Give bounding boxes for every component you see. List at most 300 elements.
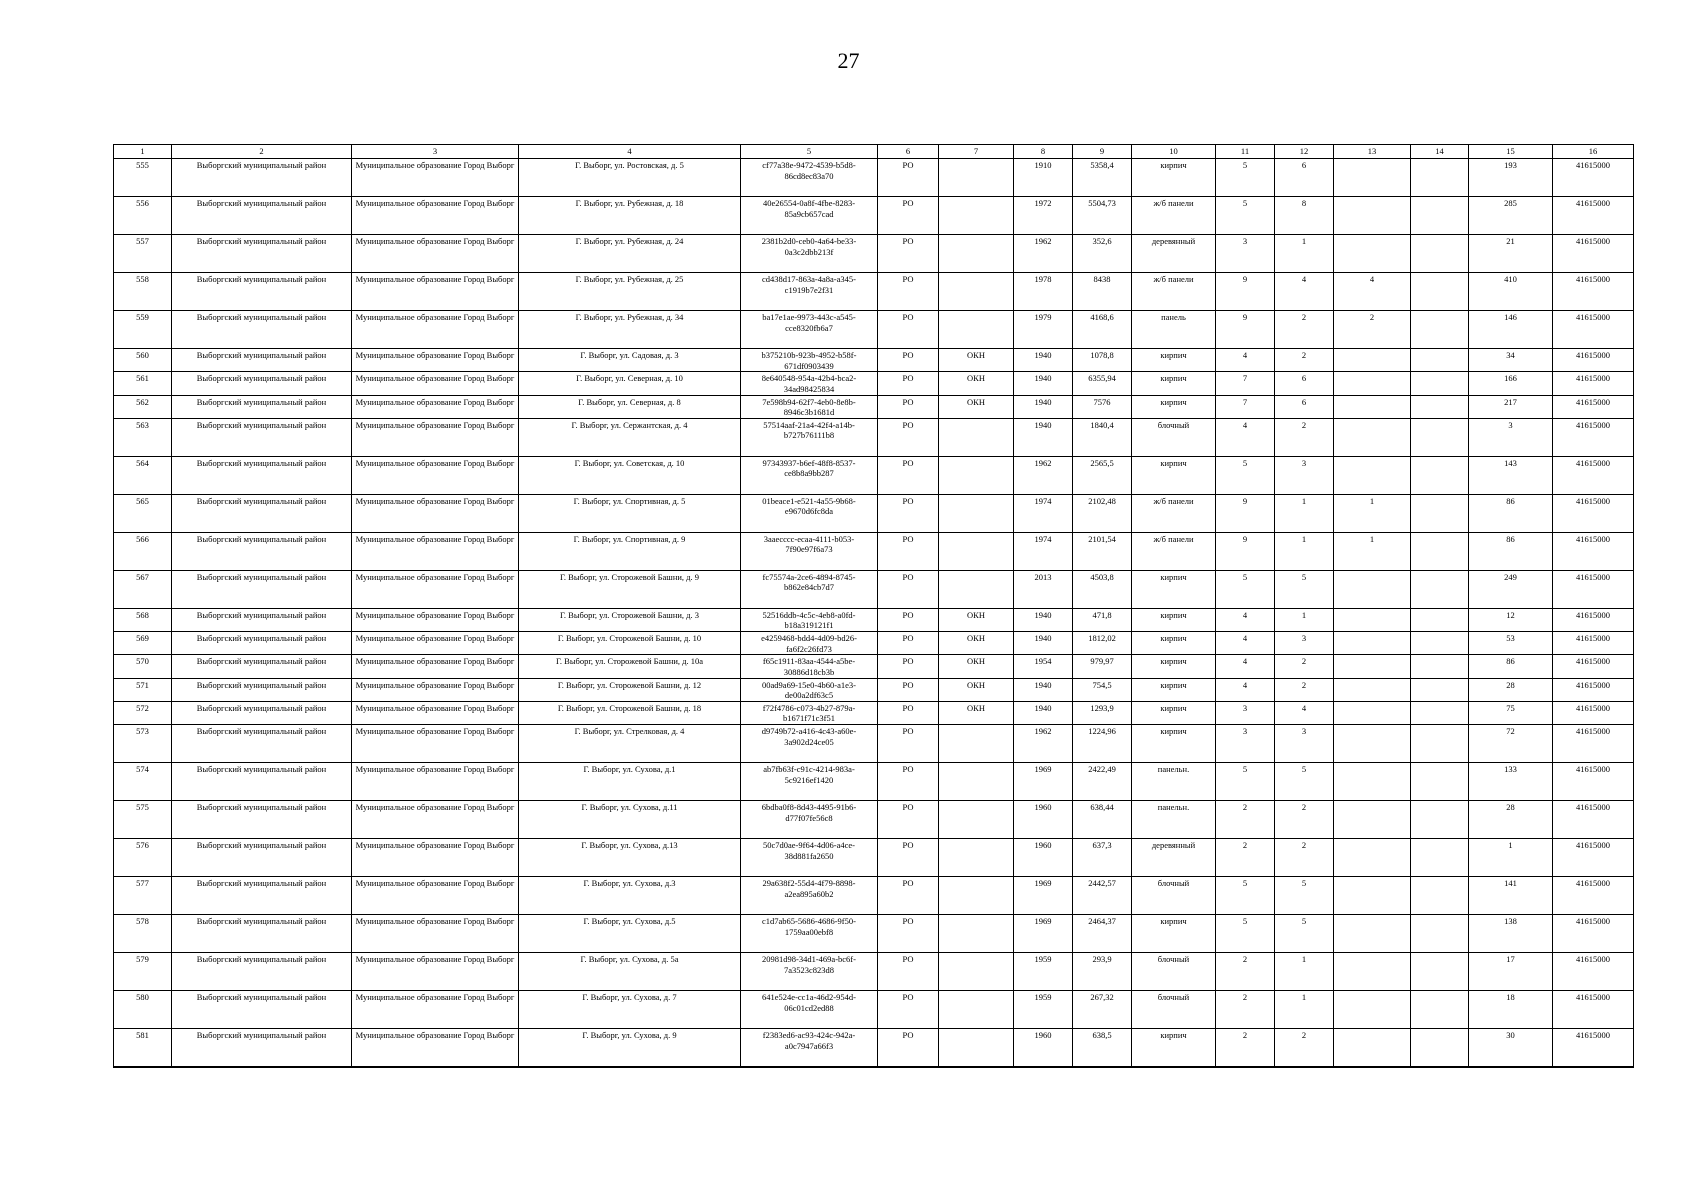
table-row (114, 801, 1634, 839)
okn-cell (939, 570, 1014, 608)
municipality-cell: Муниципальное образование Город Выборг (352, 456, 519, 494)
wall-material-cell: деревянный (1132, 839, 1216, 877)
residents-cell: 249 (1469, 570, 1553, 608)
oktmo-cell: 41615000 (1553, 701, 1634, 724)
residents-cell: 143 (1469, 456, 1553, 494)
municipality-cell: Муниципальное образование Город Выборг (352, 678, 519, 701)
register-table (113, 144, 1634, 1068)
area-cell: 267,32 (1073, 991, 1132, 1029)
col-13-cell (1334, 632, 1411, 655)
entrances-cell: 6 (1275, 395, 1334, 418)
col-14-cell (1411, 418, 1469, 456)
district-cell: Выборгский муниципальный район (172, 349, 352, 372)
row-number-cell: 559 (114, 311, 172, 349)
table-body (114, 159, 1634, 1068)
municipality-cell: Муниципальное образование Город Выборг (352, 395, 519, 418)
guid-cell: 57514aaf-21a4-42f4-a14b-b727b76111b8 (741, 418, 878, 456)
col-14-cell (1411, 235, 1469, 273)
wall-material-cell: кирпич (1132, 456, 1216, 494)
guid-cell: e4259468-bdd4-4d09-bd26-fa6f2c26fd73 (741, 632, 878, 655)
wall-material-cell: ж/б панели (1132, 273, 1216, 311)
wall-material-cell: кирпич (1132, 570, 1216, 608)
guid-cell: 40e26554-0a8f-4fbe-8283-85a9cb657cad (741, 197, 878, 235)
address-cell: Г. Выборг, ул. Сухова, д. 9 (519, 1029, 741, 1068)
guid-cell: f72f4786-c073-4b27-879a-b1671f71c3f51 (741, 701, 878, 724)
residents-cell: 30 (1469, 1029, 1553, 1068)
wall-material-cell: кирпич (1132, 725, 1216, 763)
municipality-cell: Муниципальное образование Город Выборг (352, 953, 519, 991)
year-cell: 1940 (1014, 608, 1073, 631)
column-number-header: 1 (114, 145, 172, 159)
column-number-header: 9 (1073, 145, 1132, 159)
table-row (114, 570, 1634, 608)
address-cell: Г. Выборг, ул. Сухова, д.5 (519, 915, 741, 953)
area-cell: 2442,57 (1073, 877, 1132, 915)
year-cell: 1969 (1014, 915, 1073, 953)
wall-material-cell: кирпич (1132, 159, 1216, 197)
district-cell: Выборгский муниципальный район (172, 915, 352, 953)
column-number-header: 5 (741, 145, 878, 159)
address-cell: Г. Выборг, ул. Северная, д. 10 (519, 372, 741, 395)
row-number-cell: 578 (114, 915, 172, 953)
oktmo-cell: 41615000 (1553, 159, 1634, 197)
entrances-cell: 6 (1275, 372, 1334, 395)
address-cell: Г. Выборг, ул. Сухова, д. 7 (519, 991, 741, 1029)
guid-cell: 29a638f2-55d4-4f79-8898-a2ea895a60b2 (741, 877, 878, 915)
table-row (114, 273, 1634, 311)
floors-cell: 5 (1216, 197, 1275, 235)
column-number-header: 4 (519, 145, 741, 159)
okn-cell (939, 915, 1014, 953)
residents-cell: 141 (1469, 877, 1553, 915)
table-row (114, 159, 1634, 197)
okn-cell (939, 311, 1014, 349)
floors-cell: 9 (1216, 273, 1275, 311)
guid-cell: cf77a38e-9472-4539-b5d8-86cd8ec83a70 (741, 159, 878, 197)
entrances-cell: 1 (1275, 608, 1334, 631)
area-cell: 637,3 (1073, 839, 1132, 877)
status-cell: РО (878, 570, 939, 608)
guid-cell: b375210b-923b-4952-b58f-671df0903439 (741, 349, 878, 372)
guid-cell: 7e598b94-62f7-4eb0-8e8b-8946c3b1681d (741, 395, 878, 418)
okn-cell (939, 235, 1014, 273)
okn-cell (939, 877, 1014, 915)
wall-material-cell: кирпич (1132, 372, 1216, 395)
table-row (114, 349, 1634, 372)
wall-material-cell: ж/б панели (1132, 532, 1216, 570)
column-number-header: 3 (352, 145, 519, 159)
municipality-cell: Муниципальное образование Город Выборг (352, 372, 519, 395)
col-13-cell (1334, 839, 1411, 877)
residents-cell: 133 (1469, 763, 1553, 801)
entrances-cell: 5 (1275, 570, 1334, 608)
col-14-cell (1411, 632, 1469, 655)
address-cell: Г. Выборг, ул. Северная, д. 8 (519, 395, 741, 418)
district-cell: Выборгский муниципальный район (172, 456, 352, 494)
guid-cell: 6bdba0f8-8d43-4495-91b6-d77f07fe56c8 (741, 801, 878, 839)
table-row (114, 991, 1634, 1029)
wall-material-cell: блочный (1132, 418, 1216, 456)
area-cell: 1840,4 (1073, 418, 1132, 456)
area-cell: 638,44 (1073, 801, 1132, 839)
wall-material-cell: панельн. (1132, 801, 1216, 839)
col-14-cell (1411, 678, 1469, 701)
column-number-header: 6 (878, 145, 939, 159)
status-cell: РО (878, 372, 939, 395)
year-cell: 1940 (1014, 632, 1073, 655)
district-cell: Выборгский муниципальный район (172, 725, 352, 763)
wall-material-cell: ж/б панели (1132, 494, 1216, 532)
municipality-cell: Муниципальное образование Город Выборг (352, 877, 519, 915)
address-cell: Г. Выборг, ул. Сухова, д.3 (519, 877, 741, 915)
okn-cell (939, 456, 1014, 494)
wall-material-cell: панель (1132, 311, 1216, 349)
status-cell: РО (878, 395, 939, 418)
residents-cell: 410 (1469, 273, 1553, 311)
wall-material-cell: деревянный (1132, 235, 1216, 273)
district-cell: Выборгский муниципальный район (172, 570, 352, 608)
col-13-cell (1334, 235, 1411, 273)
table-row (114, 418, 1634, 456)
col-13-cell (1334, 877, 1411, 915)
entrances-cell: 2 (1275, 678, 1334, 701)
area-cell: 1078,8 (1073, 349, 1132, 372)
column-number-header: 8 (1014, 145, 1073, 159)
okn-cell (939, 418, 1014, 456)
okn-cell: ОКН (939, 701, 1014, 724)
address-cell: Г. Выборг, ул. Сторожевой Башни, д. 9 (519, 570, 741, 608)
okn-cell (939, 839, 1014, 877)
residents-cell: 193 (1469, 159, 1553, 197)
entrances-cell: 2 (1275, 349, 1334, 372)
guid-cell: 3aaecccc-ecaa-4111-b053-7f90e97f6a73 (741, 532, 878, 570)
address-cell: Г. Выборг, ул. Ростовская, д. 5 (519, 159, 741, 197)
residents-cell: 285 (1469, 197, 1553, 235)
residents-cell: 28 (1469, 801, 1553, 839)
guid-cell: 20981d98-34d1-469a-bc6f-7a3523c823d8 (741, 953, 878, 991)
row-number-cell: 555 (114, 159, 172, 197)
floors-cell: 5 (1216, 456, 1275, 494)
entrances-cell: 2 (1275, 1029, 1334, 1068)
floors-cell: 4 (1216, 678, 1275, 701)
status-cell: РО (878, 349, 939, 372)
area-cell: 2102,48 (1073, 494, 1132, 532)
row-number-cell: 575 (114, 801, 172, 839)
col-13-cell (1334, 655, 1411, 678)
col-14-cell (1411, 372, 1469, 395)
status-cell: РО (878, 877, 939, 915)
table-row (114, 372, 1634, 395)
okn-cell: ОКН (939, 395, 1014, 418)
status-cell: РО (878, 532, 939, 570)
area-cell: 293,9 (1073, 953, 1132, 991)
status-cell: РО (878, 725, 939, 763)
municipality-cell: Муниципальное образование Город Выборг (352, 1029, 519, 1068)
table-row (114, 877, 1634, 915)
col-13-cell (1334, 159, 1411, 197)
oktmo-cell: 41615000 (1553, 273, 1634, 311)
row-number-cell: 573 (114, 725, 172, 763)
residents-cell: 86 (1469, 494, 1553, 532)
district-cell: Выборгский муниципальный район (172, 159, 352, 197)
col-13-cell (1334, 701, 1411, 724)
oktmo-cell: 41615000 (1553, 418, 1634, 456)
residents-cell: 217 (1469, 395, 1553, 418)
area-cell: 1293,9 (1073, 701, 1132, 724)
municipality-cell: Муниципальное образование Город Выборг (352, 801, 519, 839)
address-cell: Г. Выборг, ул. Спортивная, д. 9 (519, 532, 741, 570)
col-13-cell (1334, 763, 1411, 801)
entrances-cell: 5 (1275, 763, 1334, 801)
address-cell: Г. Выборг, ул. Рубежная, д. 18 (519, 197, 741, 235)
row-number-cell: 574 (114, 763, 172, 801)
oktmo-cell: 41615000 (1553, 655, 1634, 678)
entrances-cell: 3 (1275, 725, 1334, 763)
status-cell: РО (878, 701, 939, 724)
year-cell: 1962 (1014, 456, 1073, 494)
status-cell: РО (878, 159, 939, 197)
oktmo-cell: 41615000 (1553, 235, 1634, 273)
table-row (114, 494, 1634, 532)
residents-cell: 28 (1469, 678, 1553, 701)
floors-cell: 9 (1216, 494, 1275, 532)
residents-cell: 86 (1469, 532, 1553, 570)
area-cell: 4503,8 (1073, 570, 1132, 608)
guid-cell: 97343937-b6ef-48f8-8537-ce8b8a9bb287 (741, 456, 878, 494)
municipality-cell: Муниципальное образование Город Выборг (352, 273, 519, 311)
wall-material-cell: кирпич (1132, 678, 1216, 701)
wall-material-cell: блочный (1132, 991, 1216, 1029)
entrances-cell: 6 (1275, 159, 1334, 197)
oktmo-cell: 41615000 (1553, 456, 1634, 494)
okn-cell: ОКН (939, 349, 1014, 372)
col-14-cell (1411, 159, 1469, 197)
okn-cell (939, 494, 1014, 532)
address-cell: Г. Выборг, ул. Сухова, д.13 (519, 839, 741, 877)
area-cell: 1224,96 (1073, 725, 1132, 763)
wall-material-cell: блочный (1132, 877, 1216, 915)
row-number-cell: 579 (114, 953, 172, 991)
entrances-cell: 2 (1275, 801, 1334, 839)
municipality-cell: Муниципальное образование Город Выборг (352, 608, 519, 631)
table-row (114, 235, 1634, 273)
district-cell: Выборгский муниципальный район (172, 655, 352, 678)
district-cell: Выборгский муниципальный район (172, 763, 352, 801)
table-row (114, 632, 1634, 655)
district-cell: Выборгский муниципальный район (172, 311, 352, 349)
wall-material-cell: кирпич (1132, 915, 1216, 953)
district-cell: Выборгский муниципальный район (172, 1029, 352, 1068)
col-14-cell (1411, 839, 1469, 877)
okn-cell (939, 1029, 1014, 1068)
column-number-header: 16 (1553, 145, 1634, 159)
guid-cell: ab7fb63f-c91c-4214-983a-5c9216ef1420 (741, 763, 878, 801)
entrances-cell: 1 (1275, 532, 1334, 570)
municipality-cell: Муниципальное образование Город Выборг (352, 349, 519, 372)
entrances-cell: 2 (1275, 839, 1334, 877)
col-14-cell (1411, 801, 1469, 839)
floors-cell: 3 (1216, 701, 1275, 724)
year-cell: 1940 (1014, 678, 1073, 701)
area-cell: 979,97 (1073, 655, 1132, 678)
municipality-cell: Муниципальное образование Город Выборг (352, 235, 519, 273)
address-cell: Г. Выборг, ул. Сержантская, д. 4 (519, 418, 741, 456)
okn-cell (939, 197, 1014, 235)
okn-cell: ОКН (939, 608, 1014, 631)
status-cell: РО (878, 839, 939, 877)
district-cell: Выборгский муниципальный район (172, 953, 352, 991)
oktmo-cell: 41615000 (1553, 763, 1634, 801)
guid-cell: d9749b72-a416-4c43-a60e-3a902d24ce05 (741, 725, 878, 763)
col-13-cell (1334, 197, 1411, 235)
guid-cell: 2381b2d0-ceb0-4a64-be33-0a3c2dbb213f (741, 235, 878, 273)
table-row (114, 456, 1634, 494)
municipality-cell: Муниципальное образование Город Выборг (352, 725, 519, 763)
entrances-cell: 4 (1275, 273, 1334, 311)
page-number: 27 (837, 48, 860, 73)
status-cell: РО (878, 991, 939, 1029)
year-cell: 1960 (1014, 801, 1073, 839)
oktmo-cell: 41615000 (1553, 311, 1634, 349)
area-cell: 2464,37 (1073, 915, 1132, 953)
table-row (114, 915, 1634, 953)
guid-cell: 52516ddb-4c5c-4eb8-a0fd-b18a319121f1 (741, 608, 878, 631)
area-cell: 4168,6 (1073, 311, 1132, 349)
district-cell: Выборгский муниципальный район (172, 877, 352, 915)
wall-material-cell: кирпич (1132, 349, 1216, 372)
column-number-header: 14 (1411, 145, 1469, 159)
row-number-cell: 557 (114, 235, 172, 273)
col-14-cell (1411, 395, 1469, 418)
entrances-cell: 2 (1275, 418, 1334, 456)
oktmo-cell: 41615000 (1553, 197, 1634, 235)
col-14-cell (1411, 763, 1469, 801)
guid-cell: ba17e1ae-9973-443c-a545-cce8320fb6a7 (741, 311, 878, 349)
residents-cell: 72 (1469, 725, 1553, 763)
district-cell: Выборгский муниципальный район (172, 991, 352, 1029)
row-number-cell: 561 (114, 372, 172, 395)
wall-material-cell: кирпич (1132, 1029, 1216, 1068)
okn-cell (939, 159, 1014, 197)
col-14-cell (1411, 1029, 1469, 1068)
column-number-header: 2 (172, 145, 352, 159)
municipality-cell: Муниципальное образование Город Выборг (352, 701, 519, 724)
entrances-cell: 4 (1275, 701, 1334, 724)
year-cell: 1962 (1014, 235, 1073, 273)
guid-cell: f65c1911-83aa-4544-a5be-30886d18cb3b (741, 655, 878, 678)
row-number-cell: 558 (114, 273, 172, 311)
municipality-cell: Муниципальное образование Город Выборг (352, 494, 519, 532)
floors-cell: 2 (1216, 953, 1275, 991)
municipality-cell: Муниципальное образование Город Выборг (352, 418, 519, 456)
entrances-cell: 1 (1275, 494, 1334, 532)
oktmo-cell: 41615000 (1553, 991, 1634, 1029)
district-cell: Выборгский муниципальный район (172, 197, 352, 235)
municipality-cell: Муниципальное образование Город Выборг (352, 991, 519, 1029)
status-cell: РО (878, 1029, 939, 1068)
wall-material-cell: кирпич (1132, 701, 1216, 724)
oktmo-cell: 41615000 (1553, 632, 1634, 655)
col-14-cell (1411, 953, 1469, 991)
oktmo-cell: 41615000 (1553, 678, 1634, 701)
area-cell: 2565,5 (1073, 456, 1132, 494)
entrances-cell: 2 (1275, 655, 1334, 678)
row-number-cell: 566 (114, 532, 172, 570)
floors-cell: 3 (1216, 725, 1275, 763)
municipality-cell: Муниципальное образование Город Выборг (352, 632, 519, 655)
floors-cell: 5 (1216, 159, 1275, 197)
col-13-cell (1334, 953, 1411, 991)
status-cell: РО (878, 763, 939, 801)
col-14-cell (1411, 655, 1469, 678)
oktmo-cell: 41615000 (1553, 372, 1634, 395)
district-cell: Выборгский муниципальный район (172, 632, 352, 655)
year-cell: 1940 (1014, 349, 1073, 372)
status-cell: РО (878, 418, 939, 456)
guid-cell: f2383ed6-ac93-424c-942a-a0c7947a66f3 (741, 1029, 878, 1068)
floors-cell: 7 (1216, 372, 1275, 395)
okn-cell (939, 953, 1014, 991)
wall-material-cell: кирпич (1132, 632, 1216, 655)
col-14-cell (1411, 494, 1469, 532)
column-number-row (114, 145, 1634, 159)
oktmo-cell: 41615000 (1553, 915, 1634, 953)
oktmo-cell: 41615000 (1553, 877, 1634, 915)
area-cell: 7576 (1073, 395, 1132, 418)
year-cell: 1969 (1014, 877, 1073, 915)
oktmo-cell: 41615000 (1553, 395, 1634, 418)
entrances-cell: 8 (1275, 197, 1334, 235)
guid-cell: fc75574a-2ce6-4894-8745-b862e84cb7d7 (741, 570, 878, 608)
column-number-header: 12 (1275, 145, 1334, 159)
district-cell: Выборгский муниципальный район (172, 839, 352, 877)
status-cell: РО (878, 494, 939, 532)
col-14-cell (1411, 456, 1469, 494)
address-cell: Г. Выборг, ул. Спортивная, д. 5 (519, 494, 741, 532)
column-number-header: 15 (1469, 145, 1553, 159)
table-row (114, 839, 1634, 877)
municipality-cell: Муниципальное образование Город Выборг (352, 570, 519, 608)
year-cell: 1969 (1014, 763, 1073, 801)
wall-material-cell: ж/б панели (1132, 197, 1216, 235)
row-number-cell: 581 (114, 1029, 172, 1068)
address-cell: Г. Выборг, ул. Сторожевой Башни, д. 10 (519, 632, 741, 655)
floors-cell: 2 (1216, 801, 1275, 839)
guid-cell: cd438d17-863a-4a8a-a345-c1919b7e2f31 (741, 273, 878, 311)
floors-cell: 2 (1216, 991, 1275, 1029)
address-cell: Г. Выборг, ул. Сухова, д.1 (519, 763, 741, 801)
district-cell: Выборгский муниципальный район (172, 608, 352, 631)
okn-cell (939, 801, 1014, 839)
address-cell: Г. Выборг, ул. Сторожевой Башни, д. 12 (519, 678, 741, 701)
col-13-cell: 4 (1334, 273, 1411, 311)
col-14-cell (1411, 701, 1469, 724)
column-number-header: 7 (939, 145, 1014, 159)
oktmo-cell: 41615000 (1553, 608, 1634, 631)
table-row (114, 763, 1634, 801)
residents-cell: 18 (1469, 991, 1553, 1029)
table-row (114, 311, 1634, 349)
address-cell: Г. Выборг, ул. Стрелковая, д. 4 (519, 725, 741, 763)
table-row (114, 608, 1634, 631)
area-cell: 1812,02 (1073, 632, 1132, 655)
okn-cell (939, 532, 1014, 570)
floors-cell: 5 (1216, 570, 1275, 608)
okn-cell (939, 725, 1014, 763)
district-cell: Выборгский муниципальный район (172, 678, 352, 701)
col-14-cell (1411, 991, 1469, 1029)
residents-cell: 1 (1469, 839, 1553, 877)
